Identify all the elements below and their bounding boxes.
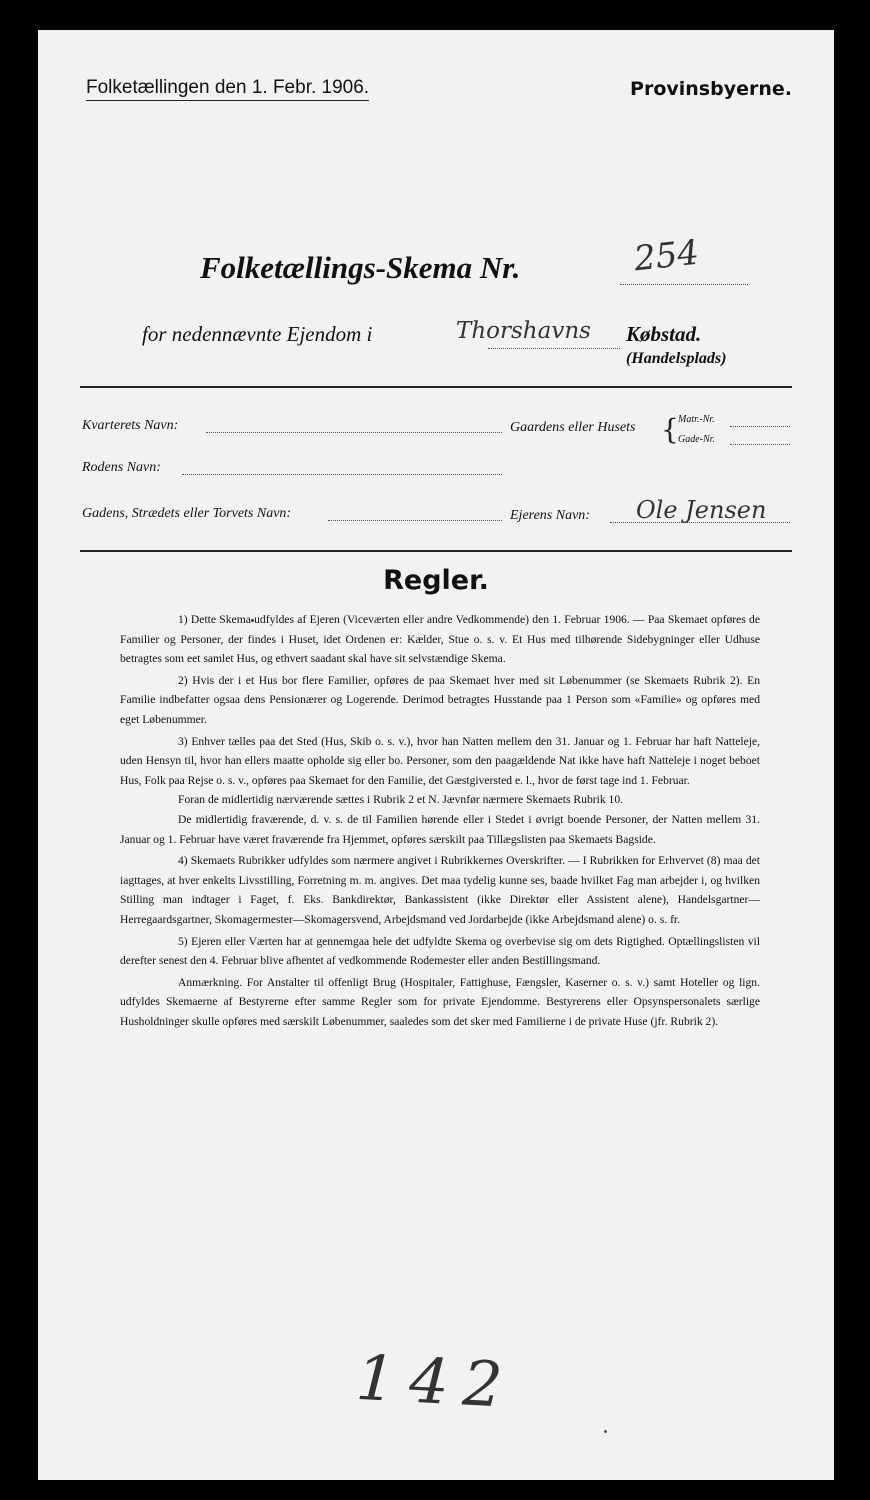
gade-label: Gadens, Strædets eller Torvets Navn: bbox=[82, 506, 292, 521]
rules-text bbox=[120, 610, 760, 1031]
rule-3-absent: De midlertidig fraværende, d. v. s. de til Familien hørende eller i Stedet i øvrigt boende Personer, der Natten mellem 31. Januar og 1. Februar have været fraværende fra Hjemmet, opføres særskilt paa Tillægslisten paa Skemaets Bagside. bbox=[120, 812, 760, 846]
rode-label: Rodens Navn: bbox=[82, 460, 161, 475]
annotation-note: Anmærkning. For Anstalter til offenligt Brug (Hospitaler, Fattighuse, Fængsler, Kaserner o. s. v.) samt Hoteller og lign. udfyldes Skemaerne af Bestyrerne efter samme Regler som for private Ejendomme. Bestyrerens eller Opsynspersonalets særlige Husholdninger skulle opføres med særskilt Løbenummer, saaledes som det sker med Familierne i de private Huse (jfr. Rubrik 2). bbox=[120, 975, 760, 1028]
census-date-header: Folketællingen den 1. Febr. 1906. bbox=[86, 77, 369, 101]
gade-nr-label: Gade-Nr. bbox=[678, 434, 715, 445]
top-divider bbox=[80, 386, 792, 388]
rode-field bbox=[182, 474, 502, 475]
matr-field bbox=[730, 426, 790, 427]
form-number-line bbox=[620, 284, 748, 285]
owner-name: Ole Jensen bbox=[636, 496, 767, 524]
regler-heading: Regler. bbox=[383, 565, 489, 596]
property-prefix: for nedennævnte Ejendom i bbox=[142, 322, 373, 346]
kvarter-field bbox=[206, 432, 502, 433]
gaard-label: Gaardens eller Husets bbox=[510, 420, 636, 435]
handelsplads-label: (Handelsplads) bbox=[626, 350, 727, 367]
rule-4: 4) Skemaets Rubrikker udfyldes som nærmere angivet i Rubrikkernes Overskrifter. — I Rubrikken for Erhvervet (8) maa det iagttages, at hver enkelts Livsstilling, Forretning m. m. angives. Det maa tydelig kunne ses, baade hvilket Fag man arbejder i, og hvilken Stilling man indtager i Faget, f. Eks. Bankdirektør, Bankassistent (ikke Direktør eller Assistent alene), Handelsgartner—Herregaardsgartner, Skomagermester—Skomagersvend, Arbejdsmand ved Jordarbejde (ikke Arbejdsmand alene) o. s. fr. bbox=[120, 854, 760, 926]
rule-3-present: Foran de midlertidig nærværende sættes i Rubrik 2 et N. Jævnfør nærmere Skemaets Rubrik 10. bbox=[178, 793, 624, 807]
town-line bbox=[488, 348, 620, 349]
rule-3: 3) Enhver tælles paa det Sted (Hus, Skib o. s. v.), hvor han Natten mellem den 31. Januar og 1. Februar har haft Natteleje, uden Hensyn til, hvor han ellers maatte opholde sig eller bo. Personer, som den paagældende Nat ikke have haft Natteleje i noget beboet Hus, Folk paa Rejse o. s. v., opføres paa Skemaet for den Familie, det Gæstgiversted e. l., hvor de først tage ind 1. Februar. bbox=[120, 734, 760, 787]
kobstad-label: Købstad. bbox=[626, 322, 702, 346]
form-title: Folketællings-Skema Nr. bbox=[200, 250, 521, 285]
gade-field bbox=[328, 520, 502, 521]
ejer-label: Ejerens Navn: bbox=[510, 508, 590, 523]
form-number: 254 bbox=[632, 232, 701, 280]
rule-1: 1) Dette Skema udfyldes af Ejeren (Viceværten eller andre Vedkommende) den 1. Februar 1906. — Paa Skemaet opføres de Familier og Personer, der findes i Huset, idet Ordenen er: Kælder, Stue o. s. v. Et Hus med tilhørende Sidebygninger eller Udhuse betragtes som eet samlet Hus, og ethvert saadant skal have sit selvstændige Skema. bbox=[120, 613, 760, 666]
speck-mark bbox=[604, 1430, 607, 1433]
matr-label: Matr.-Nr. bbox=[678, 414, 715, 425]
rule-2: 2) Hvis der i et Hus bor flere Familier, opføres de paa Skemaet hver med sit Løbenummer (se Skemaets Rubrik 2). En Familie indbefatter ogsaa dens Pensionærer og Logerende. Derimod betragtes Husstande paa 1 Person som «Familie» og opføres med eget Løbenummer. bbox=[120, 673, 760, 726]
town-name: Thorshavns bbox=[456, 318, 591, 344]
gade-nr-field bbox=[730, 444, 790, 445]
rule-5: 5) Ejeren eller Værten har at gennemgaa hele det udfyldte Skema og overbevise sig om dets Rigtighed. Optællingslisten vil derefter senest den 4. Februar blive afhentet af vedkommende Rodemester eller anden Bestillingsmand. bbox=[120, 934, 760, 968]
kvarter-label: Kvarterets Navn: bbox=[82, 418, 179, 433]
province-header: Provinsbyerne. bbox=[630, 78, 792, 100]
section-divider bbox=[80, 550, 792, 552]
handwritten-page-number: 142 bbox=[354, 1340, 519, 1423]
brace-icon: { bbox=[661, 413, 679, 446]
census-form-page bbox=[38, 30, 834, 1480]
